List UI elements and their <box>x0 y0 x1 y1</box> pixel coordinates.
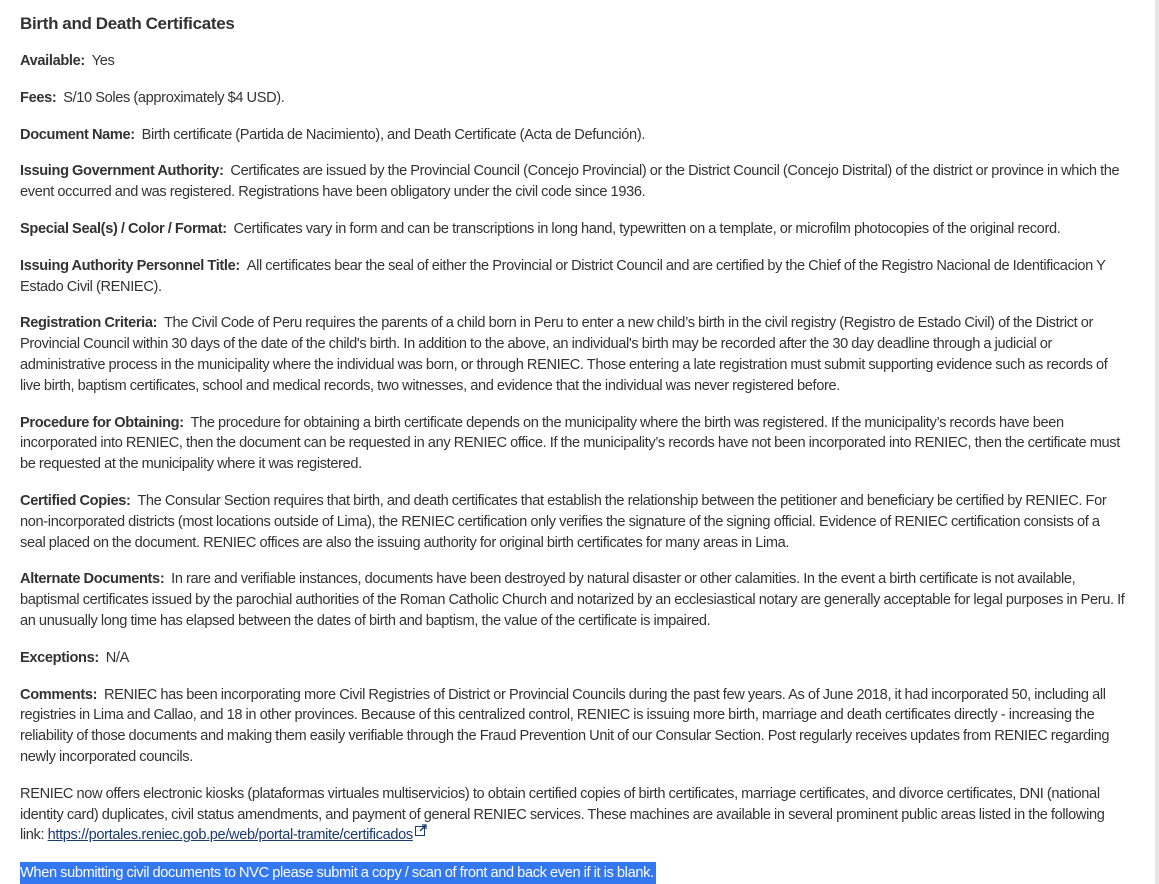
field-text: S/10 Soles (approximately $4 USD). <box>63 89 285 106</box>
field-text: The Consular Section requires that birth, and death certificates that establish the relationship between the petitioner and beneficiary be certified by RENIEC. For non-incorporated districts (most locations outside of Lima), the RENIEC certification only verifies the signature of the signing official. Evidence of RENIEC certification consists of a seal placed on the document. RENIEC offices are also the issuing authority for original birth certificates for many areas in Lima. <box>20 492 1107 551</box>
field-label: Registration Criteria: <box>20 315 164 332</box>
highlight-row <box>20 846 1128 884</box>
field-label: Issuing Authority Personnel Title: <box>20 257 247 274</box>
field-item <box>20 219 1128 240</box>
field-label: Fees: <box>20 89 64 106</box>
highlighted-note: When submitting civil documents to NVC please submit a copy / scan of front and back even if it is blank. <box>20 862 656 884</box>
field-item <box>20 685 1128 768</box>
field-text: Certificates vary in form and can be transcriptions in long hand, typewritten on a template, or microfilm photocopies of the original record. <box>233 220 1061 237</box>
external-link-icon <box>415 824 427 836</box>
field-text: The procedure for obtaining a birth certificate depends on the municipality where the birth was registered. If the municipality’s records have been incorporated into RENIEC, then the document can be requested in any RENIEC office. If the municipality’s records have not been incorporated into RENIEC, then the certificate must be requested at the municipality where it was registered. <box>20 414 1120 473</box>
field-text: All certificates bear the seal of either the Provincial or District Council and are certified by the Chief of the Registro Nacional de Identificacion Y Estado Civil (RENIEC). <box>20 257 1106 295</box>
field-item <box>20 125 1128 146</box>
field-text: In rare and verifiable instances, documents have been destroyed by natural disaster or other calamities. In the event a birth certificate is not available, baptismal certificates issued by the parochial authorities of the Roman Catholic Church and notarized by an ecclesiastical notary are generally acceptable for legal purposes in Peru. If an unusually long time has elapsed between the dates of birth and baptism, the value of the certificate is impaired. <box>20 571 1125 629</box>
field-label: Comments: <box>20 686 104 703</box>
field-label: Certified Copies: <box>20 492 138 509</box>
field-item <box>20 161 1128 203</box>
field-text: The Civil Code of Peru requires the parents of a child born in Peru to enter a new child’s birth in the civil registry (Registro de Estado Civil) of the District or Provincial Council within 30 days of the date of the child's birth. In addition to the above, an individual's birth may be recorded after the 30 day deadline through a judicial or administrative process in the municipality where the individual was born, or through RENIEC. Those entering a late registration must submit supporting evidence such as records of live birth, baptism certificates, school and medical records, two witnesses, and evidence that the individual was never registered before. <box>20 315 1108 394</box>
field-text: Yes <box>91 53 115 69</box>
scrollbar-track[interactable] <box>1155 0 1159 884</box>
field-list <box>20 51 1128 768</box>
field-label: Available: <box>20 53 92 69</box>
kiosk-text: RENIEC now offers electronic kiosks (plataformas virtuales multiservicios) to obtain certified copies of birth certificates, marriage certificates, and divorce certificates, DNI (national identity card) duplicates, civil status amendments, and payment of general RENIEC services. These machines are available in several prominent public areas listed in the following link: <box>20 785 1105 844</box>
field-text: RENIEC has been incorporating more Civil Registries of District or Provincial Councils during the past few years. As of June 2018, it had incorporated 50, including all registries in Lima and Callao, and 18 in other provinces. Because of this centralized control, RENIEC is issuing more birth, marriage and death certificates directly - increasing the reliability of those documents and making them easily verifiable through the Fraud Prevention Unit of our Consular Section. Post regularly receives updates from RENIEC regarding newly incorporated councils. <box>20 686 1110 765</box>
field-item <box>20 491 1128 553</box>
kiosk-paragraph <box>20 784 1128 846</box>
field-item <box>20 313 1128 396</box>
field-label: Issuing Government Authority: <box>20 163 231 180</box>
field-item <box>20 51 1128 72</box>
field-item <box>20 648 1128 669</box>
field-item <box>20 569 1128 631</box>
field-item <box>20 88 1128 109</box>
field-label: Exceptions: <box>20 649 106 666</box>
field-item <box>20 256 1128 298</box>
field-label: Alternate Documents: <box>20 571 172 588</box>
field-text: Birth certificate (Partida de Nacimiento), and Death Certificate (Acta de Defunción). <box>141 126 646 143</box>
field-text: N/A <box>105 649 129 666</box>
field-text: Certificates are issued by the Provincial Council (Concejo Provincial) or the District Council (Concejo Distrital) of the district or province in which the event occurred and was registered. Registrations have been obligatory under the civil code since 1936. <box>20 163 1120 201</box>
page-title: Birth and Death Certificates <box>20 14 235 33</box>
certificados-link[interactable]: https://portales.reniec.gob.pe/web/portal-tramite/certificados <box>47 827 413 844</box>
field-label: Document Name: <box>20 126 142 143</box>
document-content <box>20 0 1128 884</box>
field-item <box>20 413 1128 475</box>
field-label: Special Seal(s) / Color / Format: <box>20 220 234 237</box>
field-label: Procedure for Obtaining: <box>20 414 191 431</box>
